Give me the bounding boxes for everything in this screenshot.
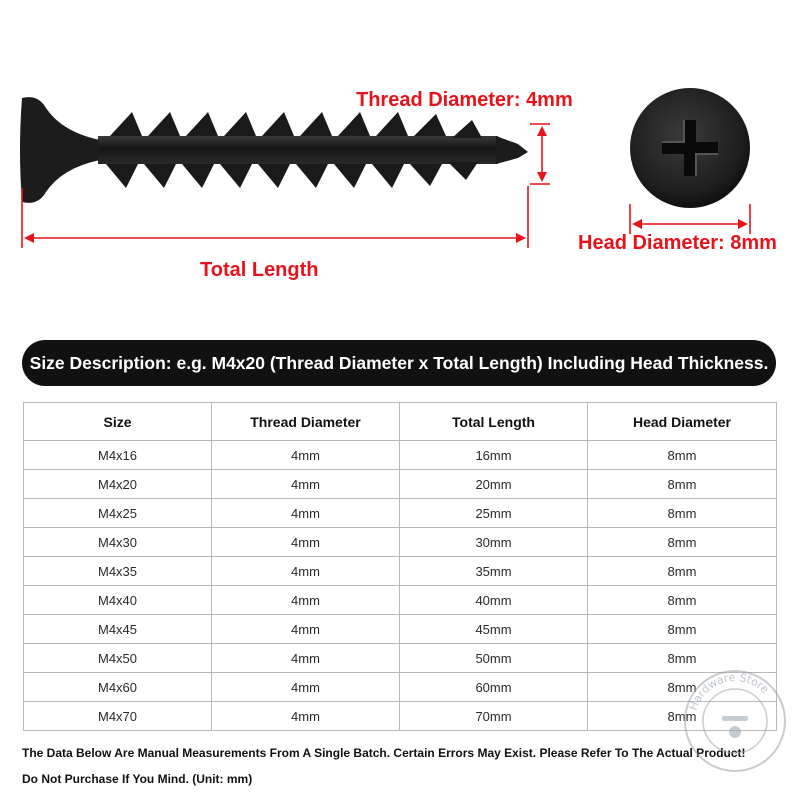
table-row xyxy=(24,499,777,528)
cell-head-diameter: 8mm xyxy=(588,557,777,586)
table-row xyxy=(24,702,777,731)
cell-head-diameter: 8mm xyxy=(588,644,777,673)
cell-total-length: 16mm xyxy=(400,441,588,470)
cell-head-diameter: 8mm xyxy=(588,528,777,557)
purchase-disclaimer: Do Not Purchase If You Mind. (Unit: mm) xyxy=(22,772,253,786)
table-row xyxy=(24,644,777,673)
table-row xyxy=(24,673,777,702)
cell-thread-diameter: 4mm xyxy=(212,702,400,731)
cell-size: M4x40 xyxy=(24,586,212,615)
svg-text:Hardware Store: Hardware Store xyxy=(686,670,772,713)
cell-total-length: 70mm xyxy=(400,702,588,731)
cell-total-length: 50mm xyxy=(400,644,588,673)
cell-head-diameter: 8mm xyxy=(588,673,777,702)
cell-size: M4x20 xyxy=(24,470,212,499)
table-row xyxy=(24,441,777,470)
cell-size: M4x45 xyxy=(24,615,212,644)
cell-head-diameter: 8mm xyxy=(588,702,777,731)
cell-head-diameter: 8mm xyxy=(588,441,777,470)
cell-size: M4x25 xyxy=(24,499,212,528)
cell-head-diameter: 8mm xyxy=(588,470,777,499)
cell-head-diameter: 8mm xyxy=(588,615,777,644)
table-row xyxy=(24,557,777,586)
cell-thread-diameter: 4mm xyxy=(212,644,400,673)
thread-diameter-label: Thread Diameter: 4mm xyxy=(356,89,573,111)
size-spec-table xyxy=(23,402,777,731)
cell-total-length: 40mm xyxy=(400,586,588,615)
cell-thread-diameter: 4mm xyxy=(212,557,400,586)
cell-total-length: 30mm xyxy=(400,528,588,557)
cell-thread-diameter: 4mm xyxy=(212,470,400,499)
total-length-label: Total Length xyxy=(200,259,319,281)
cell-head-diameter: 8mm xyxy=(588,586,777,615)
cell-size: M4x35 xyxy=(24,557,212,586)
cell-size: M4x60 xyxy=(24,673,212,702)
cell-thread-diameter: 4mm xyxy=(212,528,400,557)
screw-head-top-view-image xyxy=(620,84,760,234)
size-description-banner: Size Description: e.g. M4x20 (Thread Diameter x Total Length) Including Head Thickness. xyxy=(22,340,776,386)
cell-total-length: 20mm xyxy=(400,470,588,499)
cell-thread-diameter: 4mm xyxy=(212,673,400,702)
cell-size: M4x50 xyxy=(24,644,212,673)
header-size: Size xyxy=(24,403,212,441)
cell-thread-diameter: 4mm xyxy=(212,586,400,615)
table-row xyxy=(24,586,777,615)
cell-head-diameter: 8mm xyxy=(588,499,777,528)
table-header-row xyxy=(24,403,777,441)
measurement-disclaimer: The Data Below Are Manual Measurements From A Single Batch. Certain Errors May Exist. Please Refer To The Actual Product! xyxy=(22,746,746,760)
cell-size: M4x30 xyxy=(24,528,212,557)
header-total-length: Total Length xyxy=(400,403,588,441)
cell-total-length: 35mm xyxy=(400,557,588,586)
header-head-diameter: Head Diameter xyxy=(588,403,777,441)
head-diameter-label: Head Diameter: 8mm xyxy=(578,232,777,254)
cell-size: M4x70 xyxy=(24,702,212,731)
cell-thread-diameter: 4mm xyxy=(212,499,400,528)
cell-thread-diameter: 4mm xyxy=(212,441,400,470)
cell-total-length: 25mm xyxy=(400,499,588,528)
table-row xyxy=(24,528,777,557)
cell-thread-diameter: 4mm xyxy=(212,615,400,644)
table-row xyxy=(24,470,777,499)
header-thread-diameter: Thread Diameter xyxy=(212,403,400,441)
cell-total-length: 60mm xyxy=(400,673,588,702)
cell-size: M4x16 xyxy=(24,441,212,470)
store-watermark-seal xyxy=(680,666,790,776)
table-row xyxy=(24,615,777,644)
cell-total-length: 45mm xyxy=(400,615,588,644)
